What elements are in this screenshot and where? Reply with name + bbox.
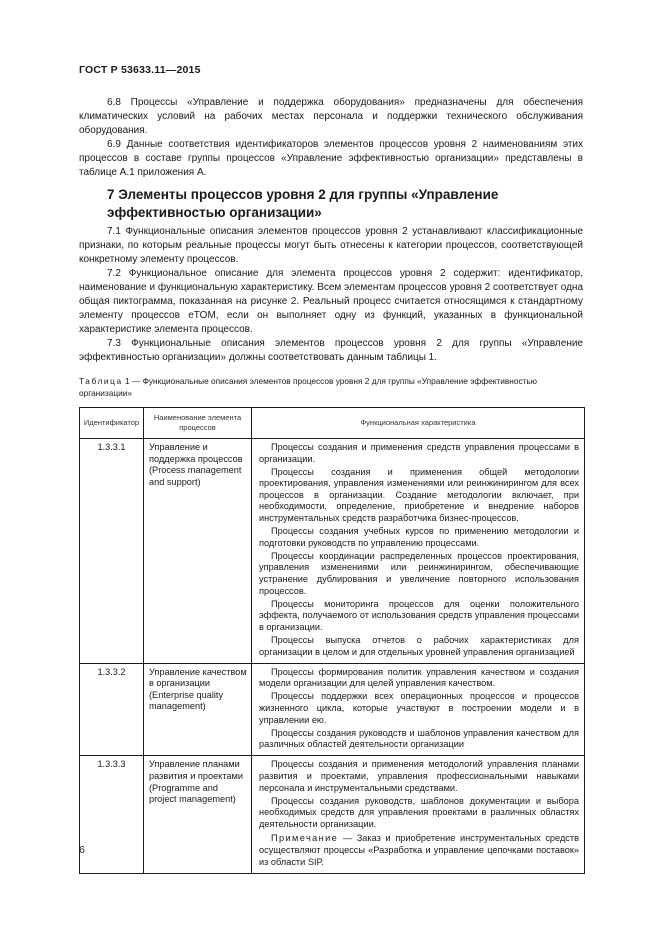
page-header: ГОСТ Р 53633.11—2015 — [79, 64, 201, 76]
description-paragraph: Процессы создания руководств, шаблонов документации и выбора необходимых средств для управления проектами в различных областях деятельности организации. — [259, 795, 579, 829]
row-identifier: 1.3.3.2 — [80, 663, 144, 756]
section-7-body — [79, 225, 583, 365]
description-paragraph: Процессы поддержки всех операционных процессов и процессов жизненного цикла, которые участвуют в построении модели и в управлении ею. — [259, 691, 579, 725]
description-paragraph: Процессы создания руководств и шаблонов управления качеством для различных областей деятельности организации — [259, 727, 579, 750]
description-paragraph: Процессы формирования политик управления качеством и создания модели организации для целей управления качеством. — [259, 666, 579, 689]
row-description — [252, 756, 585, 873]
description-paragraph: Процессы создания и применения методологий управления планами развития и проектами, управления профессиональными навыками персонала и инструментальными средствами. — [259, 759, 579, 793]
paragraph-7-3: 7.3 Функциональные описания элементов процессов уровня 2 для группы «Управление эффективностью организации» должны соответствовать данным таблицы 1. — [79, 338, 583, 363]
section-title: 7 Элементы процессов уровня 2 для группы «Управление эффективностью организации» — [107, 187, 499, 220]
description-paragraph: Процессы создания и применения средств управления процессами в организации. — [259, 442, 579, 464]
paragraph-6-8: 6.8 Процессы «Управление и поддержка оборудования» предназначены для обеспечения климатических условий на рабочих местах персонала и поддержки технического обслуживания оборудования. — [79, 97, 583, 136]
row-identifier: 1.3.3.3 — [80, 756, 144, 873]
table-row — [80, 439, 585, 664]
description-paragraph: Процессы координации распределенных процессов проектирования, управления изменениями или реинжинирингом, обеспечивающие устранение дублирования и увеличение повторного использования процессов. — [259, 550, 579, 596]
table-caption-text: 1 — Функциональные описания элементов процессов уровня 2 для группы «Управление эффективностью организации» — [79, 376, 537, 398]
row-element-name: Управление планами развития и проектами (Programme and project management) — [144, 756, 252, 873]
row-description — [252, 439, 585, 664]
note-text: — Заказ и приобретение инструментальных средств осуществляют процессы «Разработка и управление цепочками поставок» из области SIP. — [259, 833, 579, 867]
function-table — [79, 407, 585, 874]
row-identifier: 1.3.3.1 — [80, 439, 144, 664]
header-functional-description: Функциональная характеристика — [252, 408, 585, 439]
header-element-name: Наименование элемента процессов — [144, 408, 252, 439]
table-header-row — [80, 408, 585, 439]
table-caption — [79, 376, 585, 399]
row-element-name: Управление и поддержка процессов (Process management and support) — [144, 439, 252, 664]
table-row — [80, 663, 585, 756]
row-element-name: Управление качеством в организации (Enterprise quality management) — [144, 663, 252, 756]
description-paragraph: Процессы выпуска отчетов о рабочих характеристиках для организации в целом и для отдельных уровней управления организацией — [259, 635, 579, 657]
table-caption-label: Таблица — [79, 376, 123, 386]
paragraph-6-9: 6.9 Данные соответствия идентификаторов элементов процессов уровня 2 наименованиям этих процессов в составе группы процессов «Управление эффективностью организации» представлены в таблице А.1 приложения А. — [79, 139, 583, 178]
description-paragraph: Процессы создания и применения общей методологии проектирования, управления изменениями или реинжинирингом для всех процессов в организации. Создание методологии включает, при необходимости, определение, приобретение и внедрение наборов инструментальных средств разработчика бизнес-процессов. — [259, 466, 579, 524]
intro-section — [79, 96, 583, 180]
description-paragraph: Процессы создания учебных курсов по применению методологии и подготовки руководств по управлению процессами. — [259, 526, 579, 548]
paragraph-7-2: 7.2 Функциональное описание для элемента процессов уровня 2 содержит: идентификатор, наименование и функциональную характеристику. Всем элементам процессов уровня 2 соответствует одна общая пиктограмма, показанная на рисунке 2. Реальный процесс считается относящимся к стандартному элементу процессов eTOM, если он выполняет одну из функций, указанных в функциональной характеристике элемента процессов. — [79, 268, 583, 335]
paragraph-7-1: 7.1 Функциональные описания элементов процессов уровня 2 устанавливают классификационные признаки, по которым реальные процессы могут быть отнесены к категории процессов, соответствующей конкретному элементу процессов. — [79, 226, 583, 265]
description-paragraph: Процессы мониторинга процессов для оценки положительного эффекта, получаемого от использования средств управления процессами в организации. — [259, 598, 579, 632]
table-note — [259, 833, 579, 868]
table-row — [80, 756, 585, 873]
note-label: Примечание — [271, 833, 339, 844]
page-number: 6 — [79, 844, 85, 856]
row-description — [252, 663, 585, 756]
header-identifier: Идентификатор — [80, 408, 144, 439]
